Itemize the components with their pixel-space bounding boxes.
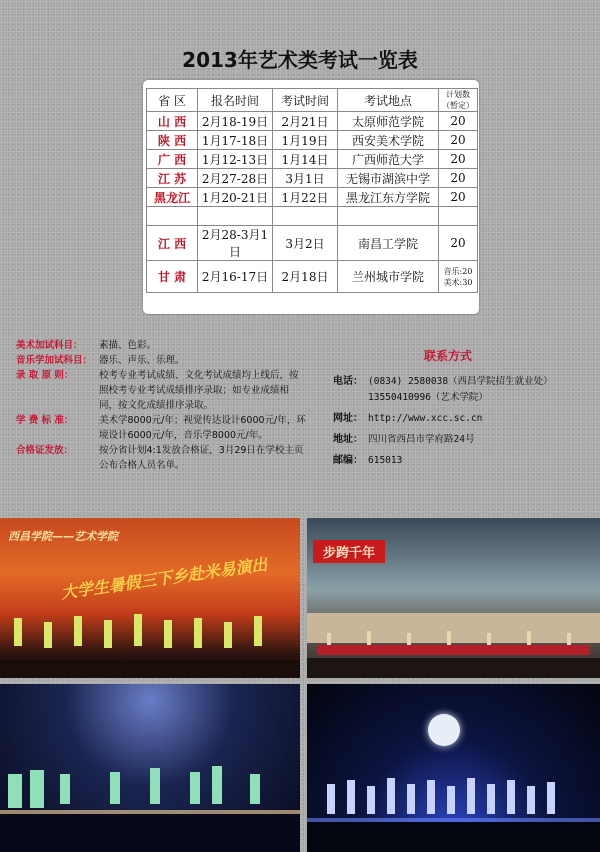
cell-empty [338, 207, 439, 226]
cell-exam: 1月22日 [273, 188, 338, 207]
info-item [16, 443, 306, 473]
address-label: 地址： [333, 434, 363, 445]
address-value: 四川省西昌市学府路24号 [368, 434, 475, 445]
cell-place: 广西师范大学 [338, 150, 439, 169]
cell-province: 黑龙江 [147, 188, 198, 207]
phone-primary: (0834) 2580038（西昌学院招生就业处） [368, 376, 553, 387]
cell-register: 1月12-13日 [198, 150, 273, 169]
info-label: 音乐学加试科目： [16, 355, 93, 366]
info-value: 校考专业考试成绩、文化考试成绩均上线后，按照校考专业考试成绩排序录取；如专业成绩相同，按文化成绩排序录取。 [99, 370, 299, 411]
cell-province: 陕 西 [147, 131, 198, 150]
contact-address [333, 432, 593, 448]
info-value: 素描、色彩。 [99, 340, 157, 351]
photo-stage-orange [0, 518, 300, 678]
info-value: 按分省计划4:1发放合格证，3月29日在学校主页公布合格人员名单。 [99, 445, 304, 471]
cell-plan: 20 [439, 226, 478, 261]
cell-exam: 1月14日 [273, 150, 338, 169]
cell-register: 2月18-19日 [198, 112, 273, 131]
zip-value: 615013 [368, 455, 403, 466]
table-row [147, 150, 478, 169]
info-item [16, 338, 306, 353]
table-row [147, 169, 478, 188]
exam-schedule-table-card [143, 80, 479, 314]
cell-plan: 20 [439, 169, 478, 188]
cell-plan: 20 [439, 150, 478, 169]
cell-place: 太原师范学院 [338, 112, 439, 131]
info-item [16, 353, 306, 368]
info-label: 合格证发放： [16, 445, 74, 456]
cell-province: 山 西 [147, 112, 198, 131]
cell-register: 1月20-21日 [198, 188, 273, 207]
header-plan: 计划数 （暂定） [439, 89, 478, 112]
phone-label: 电话： [333, 376, 363, 387]
cell-province: 江 西 [147, 226, 198, 261]
table-row [147, 261, 478, 293]
contact-web [333, 411, 593, 427]
contact-phone [333, 374, 593, 390]
cell-exam: 3月2日 [273, 226, 338, 261]
cell-empty [198, 207, 273, 226]
header-exam: 考试时间 [273, 89, 338, 112]
photo-stage-green [0, 684, 300, 852]
info-value: 器乐、声乐、乐理。 [99, 355, 185, 366]
table-row [147, 131, 478, 150]
contact-section [333, 347, 593, 469]
performers-figures [307, 613, 600, 678]
contact-zip [333, 453, 593, 469]
cell-plan: 20 [439, 112, 478, 131]
cell-province: 江 苏 [147, 169, 198, 188]
zip-label: 邮编： [333, 455, 363, 466]
cell-province: 甘 肃 [147, 261, 198, 293]
photo-banner: 西昌学院——艺术学院 [8, 530, 118, 543]
table-row-empty [147, 207, 478, 226]
info-value: 美术学8000元/年；视觉传达设计6000元/年，环境设计6000元/年，音乐学8000元/年。 [99, 415, 306, 441]
cell-place: 无锡市湖滨中学 [338, 169, 439, 188]
info-label: 录 取 原 则： [16, 370, 74, 381]
moon-prop [428, 714, 460, 746]
cell-exam: 2月21日 [273, 112, 338, 131]
admission-info [16, 338, 306, 473]
cell-province: 广 西 [147, 150, 198, 169]
cell-exam: 1月19日 [273, 131, 338, 150]
cell-empty [147, 207, 198, 226]
cell-register: 2月27-28日 [198, 169, 273, 188]
table-row [147, 188, 478, 207]
cell-place: 南昌工学院 [338, 226, 439, 261]
info-label: 学 费 标 准： [16, 415, 74, 426]
phone-secondary: 13550410996（艺术学院） [368, 392, 488, 403]
table-header-row [147, 89, 478, 112]
cell-register: 1月17-18日 [198, 131, 273, 150]
exam-schedule-table [146, 88, 478, 293]
header-place: 考试地点 [338, 89, 439, 112]
cell-plan: 20 [439, 131, 478, 150]
cell-exam: 2月18日 [273, 261, 338, 293]
header-register: 报名时间 [198, 89, 273, 112]
cell-empty [273, 207, 338, 226]
dancers-figures [0, 744, 300, 852]
contact-phone-secondary [333, 390, 593, 406]
photo-stadium-show [307, 518, 600, 678]
cell-place: 西安美术学院 [338, 131, 439, 150]
cell-register: 2月16-17日 [198, 261, 273, 293]
cell-register: 2月28-3月1日 [198, 226, 273, 261]
cell-place: 黑龙江东方学院 [338, 188, 439, 207]
header-province: 省 区 [147, 89, 198, 112]
cell-plan: 音乐:20 美术:30 [439, 261, 478, 293]
cell-exam: 3月1日 [273, 169, 338, 188]
web-label: 网址： [333, 413, 363, 424]
info-item [16, 413, 306, 443]
page-title: 2013年艺术类考试一览表 [182, 48, 418, 72]
cell-place: 兰州城市学院 [338, 261, 439, 293]
photo-stage-blue [307, 684, 600, 852]
info-item [16, 368, 306, 413]
table-row [147, 112, 478, 131]
photo-banner: 步跨千年 [313, 540, 385, 563]
contact-heading: 联系方式 [423, 349, 472, 363]
info-label: 美术加试科目： [16, 340, 83, 351]
cell-empty [439, 207, 478, 226]
photo-slogan: 大学生暑假三下乡赴米易演出 [59, 554, 269, 603]
web-link[interactable]: http://www.xcc.sc.cn [368, 413, 483, 424]
dancers-figures [0, 608, 300, 678]
table-row [147, 226, 478, 261]
cell-plan: 20 [439, 188, 478, 207]
dancers-figures [307, 764, 600, 852]
